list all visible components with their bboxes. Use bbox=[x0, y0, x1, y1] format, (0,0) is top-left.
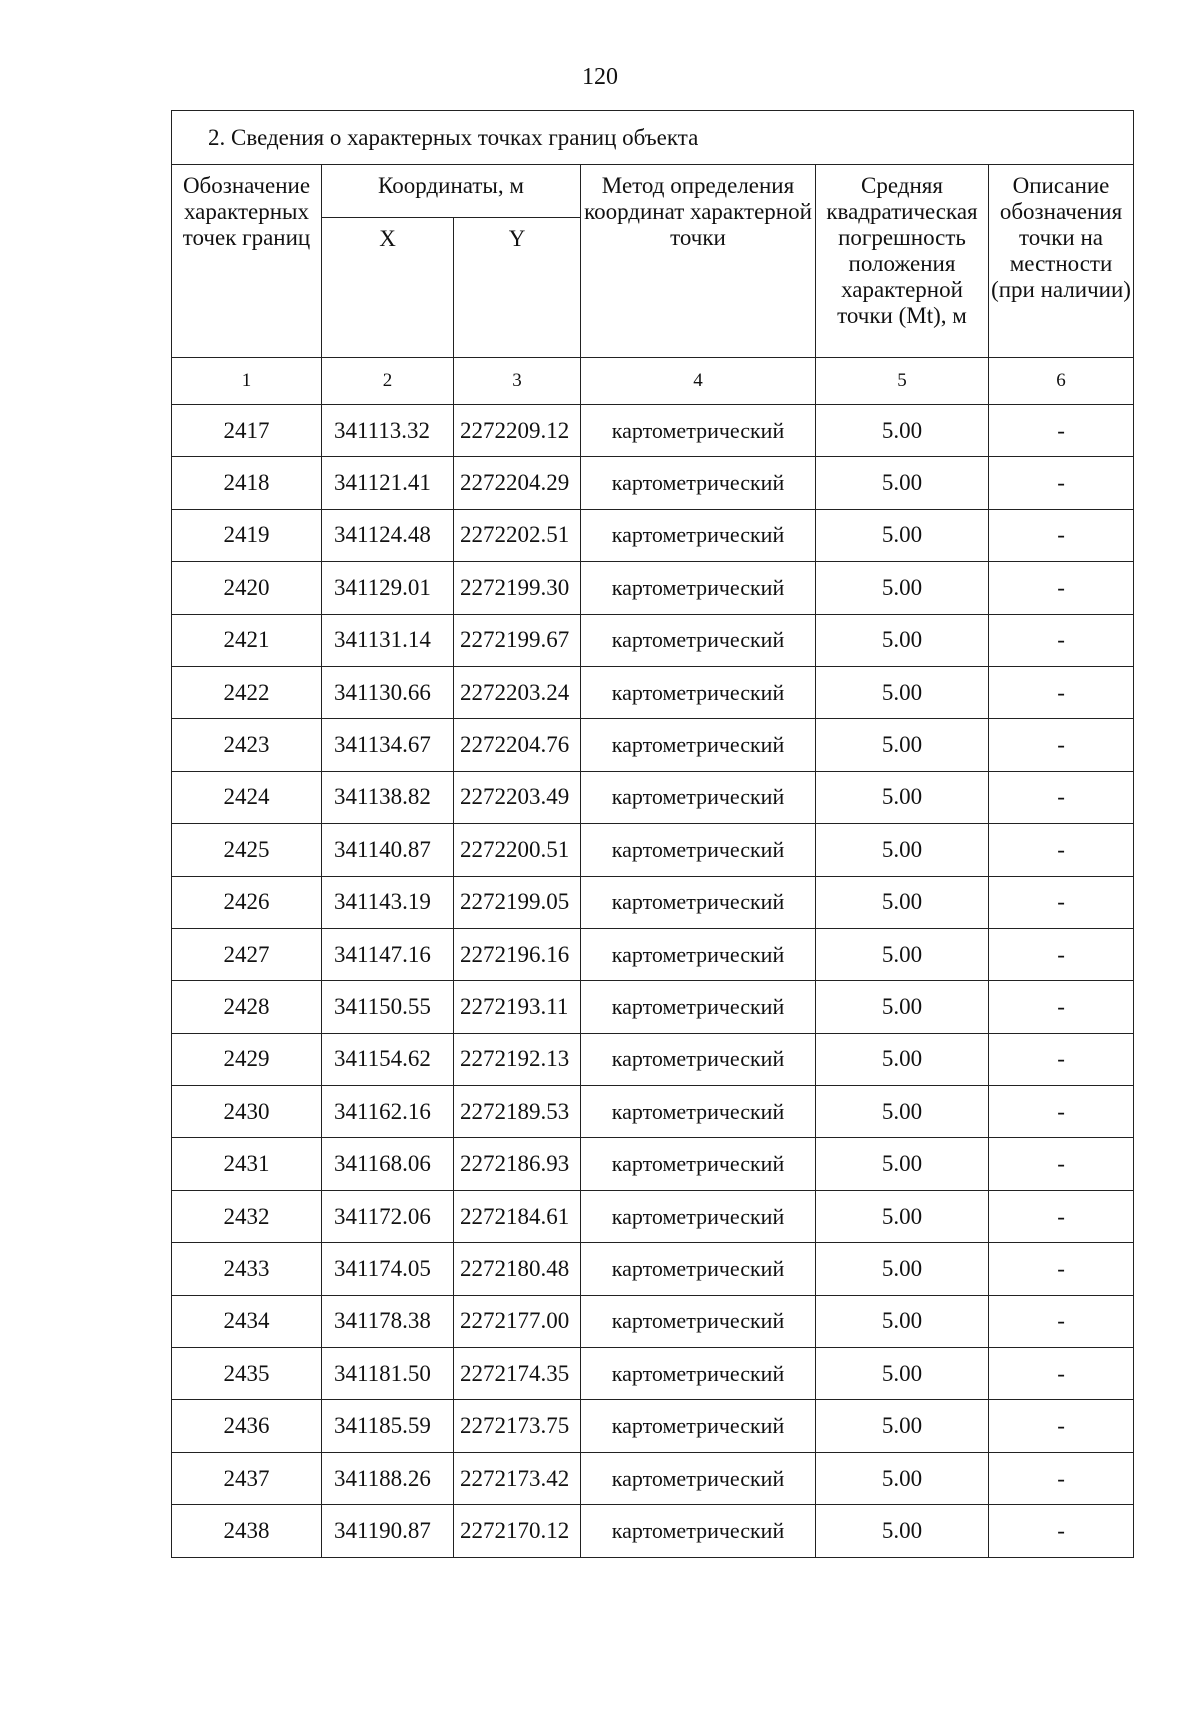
y-coordinate-cell: 2272173.75 bbox=[454, 1400, 581, 1452]
x-coordinate-cell: 341178.38 bbox=[322, 1295, 454, 1347]
section-title: 2. Сведения о характерных точках границ объекта bbox=[172, 111, 1134, 165]
table-row bbox=[172, 562, 1134, 614]
description-cell: - bbox=[989, 876, 1134, 928]
table-row bbox=[172, 457, 1134, 509]
column-number: 3 bbox=[454, 358, 581, 405]
point-id-cell: 2434 bbox=[172, 1295, 322, 1347]
table-row bbox=[172, 405, 1134, 457]
x-coordinate-cell: 341113.32 bbox=[322, 405, 454, 457]
error-cell: 5.00 bbox=[816, 1400, 989, 1452]
header-designation: Обозначение характерных точек границ bbox=[172, 165, 322, 358]
table-row bbox=[172, 719, 1134, 771]
table-row bbox=[172, 981, 1134, 1033]
y-coordinate-cell: 2272196.16 bbox=[454, 928, 581, 980]
y-coordinate-cell: 2272204.29 bbox=[454, 457, 581, 509]
method-cell: картометрический bbox=[581, 1452, 816, 1504]
method-cell: картометрический bbox=[581, 1295, 816, 1347]
x-coordinate-cell: 341154.62 bbox=[322, 1033, 454, 1085]
error-cell: 5.00 bbox=[816, 928, 989, 980]
description-cell: - bbox=[989, 509, 1134, 561]
x-coordinate-cell: 341190.87 bbox=[322, 1505, 454, 1557]
x-coordinate-cell: 341140.87 bbox=[322, 824, 454, 876]
error-cell: 5.00 bbox=[816, 876, 989, 928]
x-coordinate-cell: 341185.59 bbox=[322, 1400, 454, 1452]
error-cell: 5.00 bbox=[816, 719, 989, 771]
point-id-cell: 2432 bbox=[172, 1190, 322, 1242]
method-cell: картометрический bbox=[581, 719, 816, 771]
point-id-cell: 2424 bbox=[172, 771, 322, 823]
table-header bbox=[172, 111, 1134, 405]
description-cell: - bbox=[989, 562, 1134, 614]
y-coordinate-cell: 2272202.51 bbox=[454, 509, 581, 561]
description-cell: - bbox=[989, 614, 1134, 666]
point-id-cell: 2423 bbox=[172, 719, 322, 771]
y-coordinate-cell: 2272184.61 bbox=[454, 1190, 581, 1242]
x-coordinate-cell: 341131.14 bbox=[322, 614, 454, 666]
method-cell: картометрический bbox=[581, 614, 816, 666]
error-cell: 5.00 bbox=[816, 824, 989, 876]
y-coordinate-cell: 2272192.13 bbox=[454, 1033, 581, 1085]
method-cell: картометрический bbox=[581, 1400, 816, 1452]
boundary-points-table bbox=[171, 110, 1134, 1558]
method-cell: картометрический bbox=[581, 457, 816, 509]
y-coordinate-cell: 2272203.24 bbox=[454, 666, 581, 718]
x-coordinate-cell: 341130.66 bbox=[322, 666, 454, 718]
column-number: 1 bbox=[172, 358, 322, 405]
description-cell: - bbox=[989, 1348, 1134, 1400]
method-cell: картометрический bbox=[581, 1086, 816, 1138]
point-id-cell: 2427 bbox=[172, 928, 322, 980]
description-cell: - bbox=[989, 457, 1134, 509]
description-cell: - bbox=[989, 771, 1134, 823]
description-cell: - bbox=[989, 719, 1134, 771]
header-error: Средняя квадратическая погрешность положения характерной точки (Mt), м bbox=[816, 165, 989, 358]
table-row bbox=[172, 1452, 1134, 1504]
point-id-cell: 2425 bbox=[172, 824, 322, 876]
column-number: 2 bbox=[322, 358, 454, 405]
method-cell: картометрический bbox=[581, 1348, 816, 1400]
description-cell: - bbox=[989, 824, 1134, 876]
point-id-cell: 2421 bbox=[172, 614, 322, 666]
error-cell: 5.00 bbox=[816, 1452, 989, 1504]
error-cell: 5.00 bbox=[816, 1138, 989, 1190]
header-x: X bbox=[322, 218, 454, 358]
description-cell: - bbox=[989, 1505, 1134, 1557]
point-id-cell: 2429 bbox=[172, 1033, 322, 1085]
method-cell: картометрический bbox=[581, 405, 816, 457]
table-row bbox=[172, 876, 1134, 928]
table-row bbox=[172, 1505, 1134, 1557]
x-coordinate-cell: 341129.01 bbox=[322, 562, 454, 614]
point-id-cell: 2422 bbox=[172, 666, 322, 718]
y-coordinate-cell: 2272177.00 bbox=[454, 1295, 581, 1347]
y-coordinate-cell: 2272200.51 bbox=[454, 824, 581, 876]
description-cell: - bbox=[989, 981, 1134, 1033]
x-coordinate-cell: 341147.16 bbox=[322, 928, 454, 980]
y-coordinate-cell: 2272204.76 bbox=[454, 719, 581, 771]
column-number: 4 bbox=[581, 358, 816, 405]
error-cell: 5.00 bbox=[816, 1033, 989, 1085]
x-coordinate-cell: 341168.06 bbox=[322, 1138, 454, 1190]
x-coordinate-cell: 341181.50 bbox=[322, 1348, 454, 1400]
error-cell: 5.00 bbox=[816, 509, 989, 561]
error-cell: 5.00 bbox=[816, 981, 989, 1033]
x-coordinate-cell: 341172.06 bbox=[322, 1190, 454, 1242]
table-row bbox=[172, 1400, 1134, 1452]
y-coordinate-cell: 2272209.12 bbox=[454, 405, 581, 457]
header-coordinates: Координаты, м bbox=[322, 165, 581, 218]
error-cell: 5.00 bbox=[816, 1190, 989, 1242]
error-cell: 5.00 bbox=[816, 1505, 989, 1557]
header-y: Y bbox=[454, 218, 581, 358]
y-coordinate-cell: 2272203.49 bbox=[454, 771, 581, 823]
error-cell: 5.00 bbox=[816, 1243, 989, 1295]
y-coordinate-cell: 2272186.93 bbox=[454, 1138, 581, 1190]
table-row bbox=[172, 1295, 1134, 1347]
y-coordinate-cell: 2272199.05 bbox=[454, 876, 581, 928]
method-cell: картометрический bbox=[581, 1505, 816, 1557]
page-number: 120 bbox=[582, 64, 618, 90]
description-cell: - bbox=[989, 1033, 1134, 1085]
table-row bbox=[172, 666, 1134, 718]
description-cell: - bbox=[989, 1400, 1134, 1452]
error-cell: 5.00 bbox=[816, 771, 989, 823]
description-cell: - bbox=[989, 666, 1134, 718]
point-id-cell: 2430 bbox=[172, 1086, 322, 1138]
method-cell: картометрический bbox=[581, 824, 816, 876]
point-id-cell: 2438 bbox=[172, 1505, 322, 1557]
table-row bbox=[172, 1138, 1134, 1190]
description-cell: - bbox=[989, 1295, 1134, 1347]
method-cell: картометрический bbox=[581, 666, 816, 718]
x-coordinate-cell: 341138.82 bbox=[322, 771, 454, 823]
table-row bbox=[172, 928, 1134, 980]
error-cell: 5.00 bbox=[816, 457, 989, 509]
column-number-row bbox=[172, 358, 1134, 405]
y-coordinate-cell: 2272180.48 bbox=[454, 1243, 581, 1295]
point-id-cell: 2431 bbox=[172, 1138, 322, 1190]
description-cell: - bbox=[989, 928, 1134, 980]
method-cell: картометрический bbox=[581, 928, 816, 980]
point-id-cell: 2435 bbox=[172, 1348, 322, 1400]
column-number: 6 bbox=[989, 358, 1134, 405]
x-coordinate-cell: 341143.19 bbox=[322, 876, 454, 928]
table-row bbox=[172, 1243, 1134, 1295]
table-row bbox=[172, 771, 1134, 823]
x-coordinate-cell: 341134.67 bbox=[322, 719, 454, 771]
point-id-cell: 2428 bbox=[172, 981, 322, 1033]
table-body bbox=[172, 405, 1134, 1558]
method-cell: картометрический bbox=[581, 981, 816, 1033]
method-cell: картометрический bbox=[581, 562, 816, 614]
y-coordinate-cell: 2272173.42 bbox=[454, 1452, 581, 1504]
point-id-cell: 2417 bbox=[172, 405, 322, 457]
x-coordinate-cell: 341162.16 bbox=[322, 1086, 454, 1138]
method-cell: картометрический bbox=[581, 1190, 816, 1242]
y-coordinate-cell: 2272189.53 bbox=[454, 1086, 581, 1138]
point-id-cell: 2418 bbox=[172, 457, 322, 509]
x-coordinate-cell: 341121.41 bbox=[322, 457, 454, 509]
column-number: 5 bbox=[816, 358, 989, 405]
point-id-cell: 2436 bbox=[172, 1400, 322, 1452]
x-coordinate-cell: 341124.48 bbox=[322, 509, 454, 561]
description-cell: - bbox=[989, 1138, 1134, 1190]
error-cell: 5.00 bbox=[816, 666, 989, 718]
method-cell: картометрический bbox=[581, 771, 816, 823]
point-id-cell: 2426 bbox=[172, 876, 322, 928]
header-description: Описание обозначения точки на местности (при наличии) bbox=[989, 165, 1134, 358]
point-id-cell: 2420 bbox=[172, 562, 322, 614]
header-method: Метод определения координат характерной точки bbox=[581, 165, 816, 358]
y-coordinate-cell: 2272199.67 bbox=[454, 614, 581, 666]
point-id-cell: 2419 bbox=[172, 509, 322, 561]
table-row bbox=[172, 509, 1134, 561]
x-coordinate-cell: 341188.26 bbox=[322, 1452, 454, 1504]
method-cell: картометрический bbox=[581, 1033, 816, 1085]
point-id-cell: 2437 bbox=[172, 1452, 322, 1504]
table-row bbox=[172, 1086, 1134, 1138]
y-coordinate-cell: 2272193.11 bbox=[454, 981, 581, 1033]
description-cell: - bbox=[989, 1452, 1134, 1504]
error-cell: 5.00 bbox=[816, 1086, 989, 1138]
method-cell: картометрический bbox=[581, 1138, 816, 1190]
table-row bbox=[172, 824, 1134, 876]
description-cell: - bbox=[989, 1190, 1134, 1242]
method-cell: картометрический bbox=[581, 509, 816, 561]
error-cell: 5.00 bbox=[816, 562, 989, 614]
method-cell: картометрический bbox=[581, 1243, 816, 1295]
x-coordinate-cell: 341174.05 bbox=[322, 1243, 454, 1295]
table-row bbox=[172, 1190, 1134, 1242]
y-coordinate-cell: 2272199.30 bbox=[454, 562, 581, 614]
description-cell: - bbox=[989, 1243, 1134, 1295]
description-cell: - bbox=[989, 1086, 1134, 1138]
x-coordinate-cell: 341150.55 bbox=[322, 981, 454, 1033]
point-id-cell: 2433 bbox=[172, 1243, 322, 1295]
table-row bbox=[172, 1348, 1134, 1400]
table-row bbox=[172, 1033, 1134, 1085]
error-cell: 5.00 bbox=[816, 1348, 989, 1400]
y-coordinate-cell: 2272174.35 bbox=[454, 1348, 581, 1400]
y-coordinate-cell: 2272170.12 bbox=[454, 1505, 581, 1557]
description-cell: - bbox=[989, 405, 1134, 457]
table-row bbox=[172, 614, 1134, 666]
method-cell: картометрический bbox=[581, 876, 816, 928]
error-cell: 5.00 bbox=[816, 405, 989, 457]
error-cell: 5.00 bbox=[816, 1295, 989, 1347]
error-cell: 5.00 bbox=[816, 614, 989, 666]
